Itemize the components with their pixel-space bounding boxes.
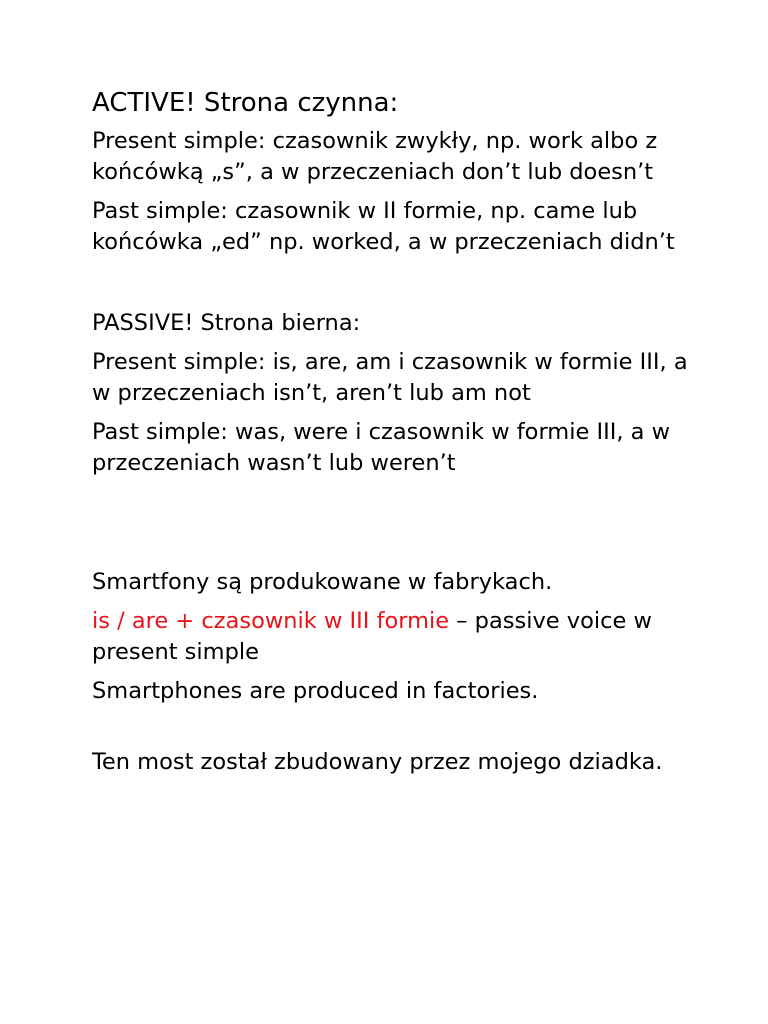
example2-polish: Ten most został zbudowany przez mojego dziadka. (92, 749, 663, 775)
example1-rule (92, 606, 712, 668)
passive-past-simple: Past simple: was, were i czasownik w formie III, a w przeczeniach wasn’t lub weren’t (92, 419, 671, 476)
example1-rule-highlight: is / are + czasownik w III formie (92, 608, 450, 634)
document-page (92, 86, 712, 786)
passive-present-simple: Present simple: is, are, am i czasownik w formie III, a w przeczeniach isn’t, aren’t lub am not (92, 349, 688, 406)
example1-english: Smartphones are produced in factories. (92, 678, 539, 704)
active-present-simple: Present simple: czasownik zwykły, np. work albo z końcówką „s”, a w przeczeniach don’t lub doesn’t (92, 128, 658, 185)
active-past-simple: Past simple: czasownik w II formie, np. came lub końcówka „ed” np. worked, a w przeczeniach didn’t (92, 198, 675, 255)
example1-rule-rest: – passive voice w present simple (92, 608, 652, 665)
passive-heading: PASSIVE! Strona bierna: (92, 310, 361, 336)
active-heading: ACTIVE! Strona czynna: (92, 88, 399, 118)
example1-polish: Smartfony są produkowane w fabrykach. (92, 569, 553, 595)
